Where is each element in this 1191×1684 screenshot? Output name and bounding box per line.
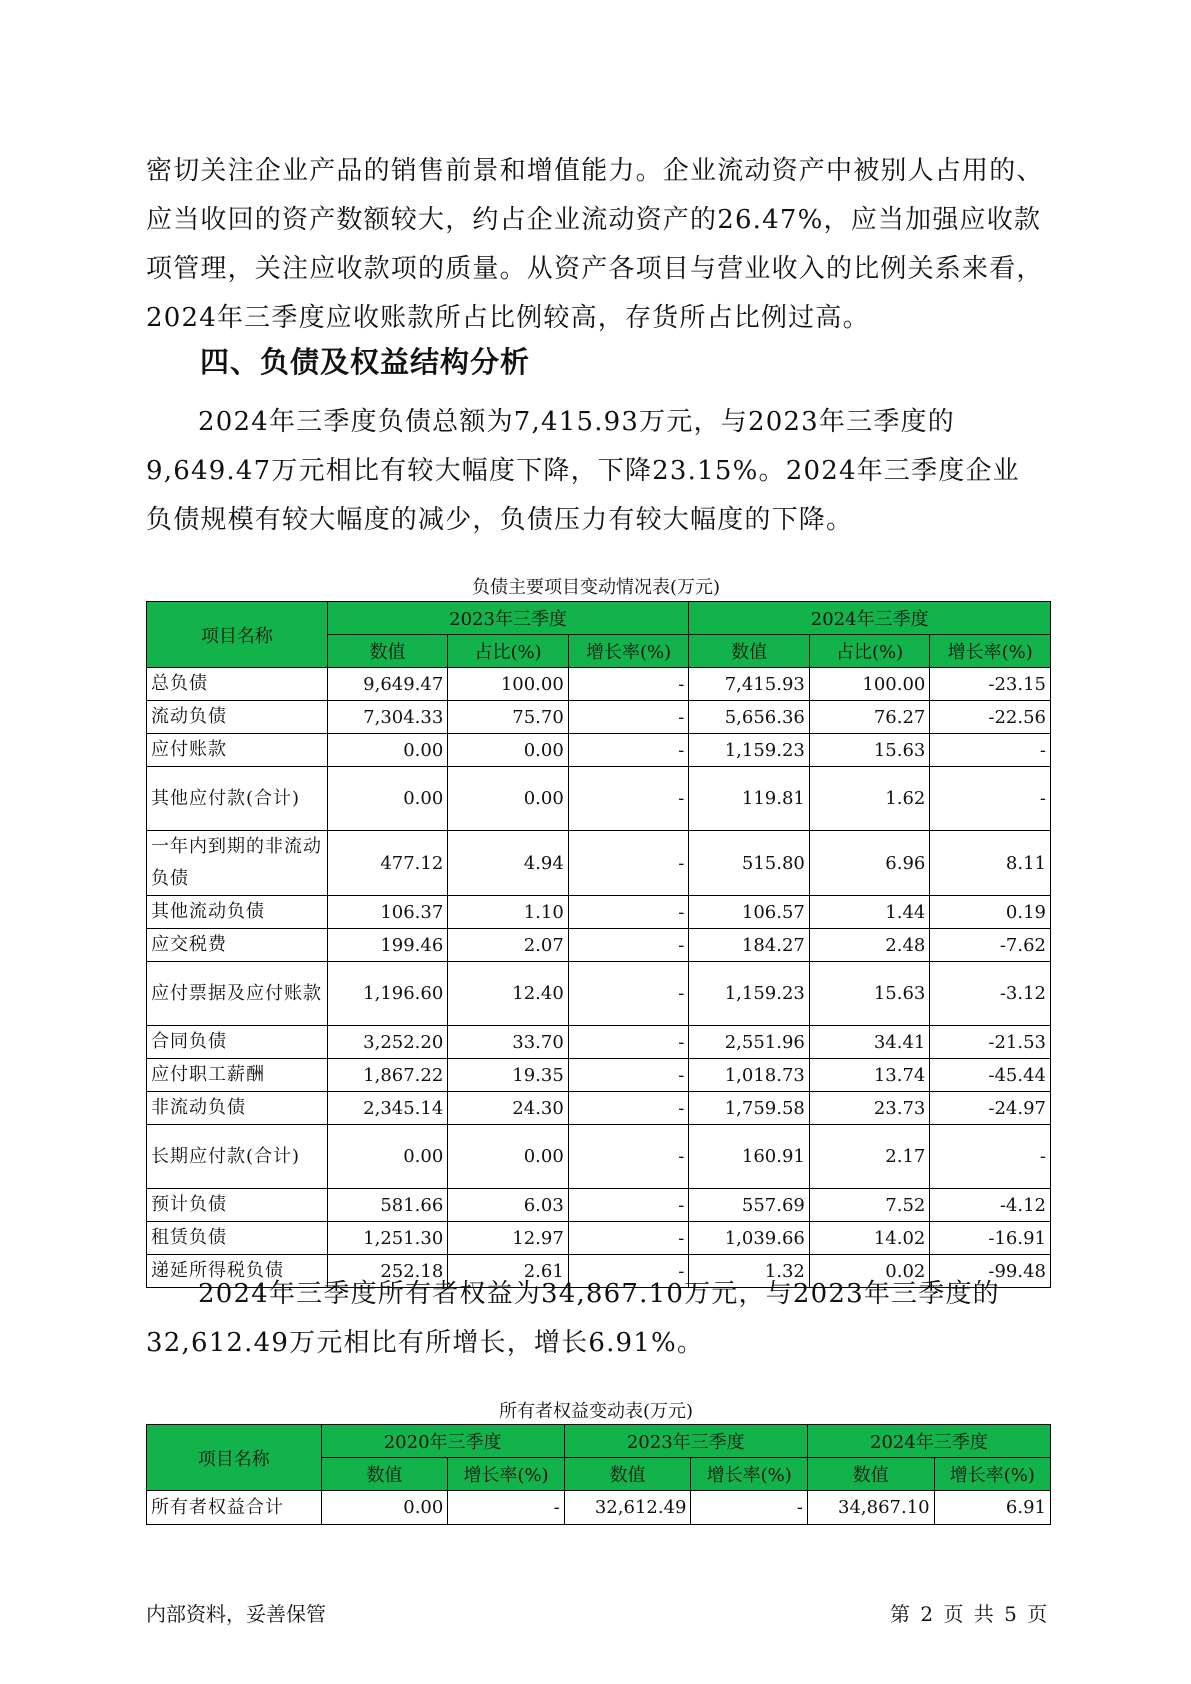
footer-page-number: 第 2 页 共 5 页 <box>890 1602 1048 1626</box>
cell-growth: -23.15 <box>930 668 1051 701</box>
cell-value: 581.66 <box>327 1189 448 1222</box>
row-label: 总负债 <box>147 668 328 701</box>
cell-growth: - <box>448 1491 564 1525</box>
cell-growth: - <box>930 1125 1051 1189</box>
table-row <box>147 1222 1051 1255</box>
cell-share: 6.03 <box>448 1189 569 1222</box>
row-label: 流动负债 <box>147 701 328 734</box>
cell-value: 2,551.96 <box>689 1026 810 1059</box>
cell-growth: - <box>568 1092 689 1125</box>
row-label: 其他应付款(合计) <box>147 767 328 831</box>
cell-value: 1,759.58 <box>689 1092 810 1125</box>
cell-value: 9,649.47 <box>327 668 448 701</box>
cell-value: 199.46 <box>327 929 448 962</box>
row-label: 非流动负债 <box>147 1092 328 1125</box>
cell-share: 12.97 <box>448 1222 569 1255</box>
cell-share: 15.63 <box>809 962 930 1026</box>
cell-share: 0.02 <box>809 1255 930 1288</box>
cell-growth: -21.53 <box>930 1026 1051 1059</box>
row-label: 长期应付款(合计) <box>147 1125 328 1189</box>
cell-growth: -99.48 <box>930 1255 1051 1288</box>
column-header-period-2023: 2023年三季度 <box>327 602 689 635</box>
cell-value: 32,612.49 <box>564 1491 691 1525</box>
table-row <box>147 962 1051 1026</box>
cell-growth: - <box>568 734 689 767</box>
column-header-growth: 增长率(%) <box>930 635 1051 668</box>
cell-share: 76.27 <box>809 701 930 734</box>
table-row <box>147 1092 1051 1125</box>
cell-value: 3,252.20 <box>327 1026 448 1059</box>
cell-share: 100.00 <box>448 668 569 701</box>
column-header-period-2020: 2020年三季度 <box>321 1425 564 1458</box>
row-label: 所有者权益合计 <box>147 1491 322 1525</box>
table-row <box>147 896 1051 929</box>
row-label: 租赁负债 <box>147 1222 328 1255</box>
cell-share: 1.44 <box>809 896 930 929</box>
cell-share: 19.35 <box>448 1059 569 1092</box>
paragraph-liabilities-summary: 2024年三季度负债总额为7,415.93万元，与2023年三季度的9,649.47万元相比有较大幅度下降，下降23.15%。2024年三季度企业负债规模有较大幅度的减少，负债压力有较大幅度的下降。 <box>146 407 1020 535</box>
cell-share: 1.62 <box>809 767 930 831</box>
cell-growth: - <box>568 896 689 929</box>
cell-growth: - <box>568 1059 689 1092</box>
table-row <box>147 1491 1051 1525</box>
equity-table <box>146 1424 1051 1525</box>
cell-share: 0.00 <box>448 767 569 831</box>
cell-value: 252.18 <box>327 1255 448 1288</box>
cell-value: 1,867.22 <box>327 1059 448 1092</box>
table-row <box>147 831 1051 896</box>
cell-value: 1,159.23 <box>689 734 810 767</box>
column-header-item-name: 项目名称 <box>147 1425 322 1491</box>
column-header-growth: 增长率(%) <box>568 635 689 668</box>
column-header-growth: 增长率(%) <box>934 1458 1050 1491</box>
cell-growth: - <box>568 767 689 831</box>
cell-growth: - <box>930 734 1051 767</box>
cell-growth: - <box>568 962 689 1026</box>
cell-share: 1.10 <box>448 896 569 929</box>
table-row <box>147 1026 1051 1059</box>
liabilities-table-caption: 负债主要项目变动情况表(万元) <box>471 577 721 598</box>
cell-value: 1,039.66 <box>689 1222 810 1255</box>
cell-share: 2.61 <box>448 1255 569 1288</box>
cell-growth: - <box>691 1491 807 1525</box>
table-row <box>147 1189 1051 1222</box>
cell-value: 106.57 <box>689 896 810 929</box>
table-row <box>147 734 1051 767</box>
cell-value: 1,251.30 <box>327 1222 448 1255</box>
cell-value: 1,018.73 <box>689 1059 810 1092</box>
row-label: 合同负债 <box>147 1026 328 1059</box>
table-row <box>147 767 1051 831</box>
cell-share: 33.70 <box>448 1026 569 1059</box>
cell-share: 23.73 <box>809 1092 930 1125</box>
cell-value: 7,415.93 <box>689 668 810 701</box>
cell-share: 15.63 <box>809 734 930 767</box>
cell-value: 1.32 <box>689 1255 810 1288</box>
cell-growth: - <box>568 929 689 962</box>
table-row <box>147 929 1051 962</box>
cell-growth: -22.56 <box>930 701 1051 734</box>
column-header-value: 数值 <box>807 1458 934 1491</box>
cell-share: 24.30 <box>448 1092 569 1125</box>
cell-growth: - <box>568 1255 689 1288</box>
cell-value: 0.00 <box>327 767 448 831</box>
cell-growth: 8.11 <box>930 831 1051 896</box>
column-header-value: 数值 <box>327 635 448 668</box>
table-row <box>147 1125 1051 1189</box>
cell-share: 100.00 <box>809 668 930 701</box>
cell-share: 6.96 <box>809 831 930 896</box>
cell-value: 160.91 <box>689 1125 810 1189</box>
cell-growth: - <box>568 1125 689 1189</box>
cell-value: 0.00 <box>321 1491 448 1525</box>
row-label: 应付账款 <box>147 734 328 767</box>
cell-value: 106.37 <box>327 896 448 929</box>
cell-value: 0.00 <box>327 734 448 767</box>
cell-value: 1,196.60 <box>327 962 448 1026</box>
cell-value: 515.80 <box>689 831 810 896</box>
row-label: 一年内到期的非流动负债 <box>147 831 328 896</box>
cell-share: 2.07 <box>448 929 569 962</box>
cell-growth: - <box>568 701 689 734</box>
footer-confidential-note: 内部资料，妥善保管 <box>146 1602 326 1626</box>
column-header-share: 占比(%) <box>448 635 569 668</box>
table-row <box>147 668 1051 701</box>
column-header-share: 占比(%) <box>809 635 930 668</box>
cell-share: 34.41 <box>809 1026 930 1059</box>
table-header-row <box>147 1425 1051 1458</box>
cell-value: 477.12 <box>327 831 448 896</box>
column-header-period-2023: 2023年三季度 <box>564 1425 807 1458</box>
cell-growth: - <box>568 1222 689 1255</box>
cell-value: 119.81 <box>689 767 810 831</box>
table-row <box>147 701 1051 734</box>
column-header-growth: 增长率(%) <box>448 1458 564 1491</box>
cell-growth: -3.12 <box>930 962 1051 1026</box>
cell-value: 5,656.36 <box>689 701 810 734</box>
cell-growth: -45.44 <box>930 1059 1051 1092</box>
cell-value: 2,345.14 <box>327 1092 448 1125</box>
paragraph-equity-summary: 2024年三季度所有者权益为34,867.10万元，与2023年三季度的32,612.49万元相比有所增长，增长6.91%。 <box>146 1279 1000 1358</box>
column-header-value: 数值 <box>689 635 810 668</box>
cell-share: 2.48 <box>809 929 930 962</box>
cell-share: 75.70 <box>448 701 569 734</box>
column-header-value: 数值 <box>564 1458 691 1491</box>
row-label: 预计负债 <box>147 1189 328 1222</box>
column-header-item-name: 项目名称 <box>147 602 328 668</box>
column-header-period-2024: 2024年三季度 <box>689 602 1051 635</box>
cell-share: 2.17 <box>809 1125 930 1189</box>
table-row <box>147 1059 1051 1092</box>
cell-growth: - <box>568 668 689 701</box>
cell-share: 0.00 <box>448 1125 569 1189</box>
row-label: 其他流动负债 <box>147 896 328 929</box>
row-label: 应付职工薪酬 <box>147 1059 328 1092</box>
cell-growth: - <box>930 767 1051 831</box>
cell-value: 34,867.10 <box>807 1491 934 1525</box>
cell-share: 13.74 <box>809 1059 930 1092</box>
column-header-value: 数值 <box>321 1458 448 1491</box>
cell-growth: - <box>568 1189 689 1222</box>
cell-share: 14.02 <box>809 1222 930 1255</box>
row-label: 应付票据及应付账款 <box>147 962 328 1026</box>
cell-growth: - <box>568 831 689 896</box>
cell-growth: - <box>568 1026 689 1059</box>
cell-value: 184.27 <box>689 929 810 962</box>
equity-table-caption: 所有者权益变动表(万元) <box>498 1401 694 1422</box>
cell-value: 1,159.23 <box>689 962 810 1026</box>
cell-share: 7.52 <box>809 1189 930 1222</box>
cell-growth: 0.19 <box>930 896 1051 929</box>
cell-share: 4.94 <box>448 831 569 896</box>
cell-growth: -24.97 <box>930 1092 1051 1125</box>
cell-value: 0.00 <box>327 1125 448 1189</box>
cell-growth: 6.91 <box>934 1491 1050 1525</box>
cell-share: 12.40 <box>448 962 569 1026</box>
column-header-growth: 增长率(%) <box>691 1458 807 1491</box>
column-header-period-2024: 2024年三季度 <box>807 1425 1050 1458</box>
cell-growth: -7.62 <box>930 929 1051 962</box>
table-header-row <box>147 602 1051 635</box>
cell-growth: -4.12 <box>930 1189 1051 1222</box>
cell-value: 7,304.33 <box>327 701 448 734</box>
paragraph-assets-summary: 密切关注企业产品的销售前景和增值能力。企业流动资产中被别人占用的、应当收回的资产数额较大，约占企业流动资产的26.47%，应当加强应收款项管理，关注应收款项的质量。从资产各项目与营业收入的比例关系来看，2024年三季度应收账款所占比例较高，存货所占比例过高。 <box>146 156 1044 333</box>
liabilities-table <box>146 601 1051 1288</box>
row-label: 应交税费 <box>147 929 328 962</box>
cell-value: 557.69 <box>689 1189 810 1222</box>
cell-growth: -16.91 <box>930 1222 1051 1255</box>
section-heading-liabilities-equity: 四、负债及权益结构分析 <box>200 345 531 379</box>
row-label: 递延所得税负债 <box>147 1255 328 1288</box>
cell-share: 0.00 <box>448 734 569 767</box>
